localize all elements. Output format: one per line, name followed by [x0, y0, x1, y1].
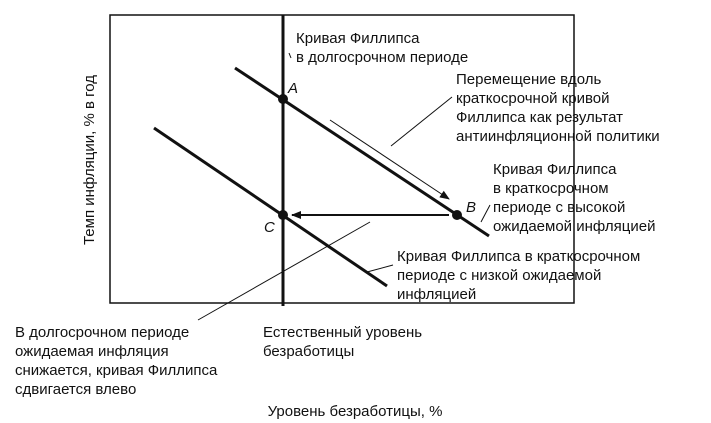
point-c-label: C: [264, 219, 275, 236]
short-run-curve-high-expected: [235, 68, 489, 236]
low-expected-line: инфляцией: [397, 286, 477, 303]
long-run-curve-line: Кривая Филлипса: [296, 30, 420, 47]
y-axis-label: Темп инфляции, % в год: [81, 74, 98, 246]
shift-left-line: сдвигается влево: [15, 381, 137, 398]
x-axis-label: Уровень безработицы, %: [267, 403, 443, 420]
movement-arrow: [330, 120, 449, 199]
movement-line: антиинфляционной политики: [456, 128, 660, 145]
point-c-marker: [278, 210, 288, 220]
long-run-curve-label: [296, 30, 468, 66]
low-expected-leader: [367, 265, 393, 272]
natural-rate-label: [263, 324, 426, 360]
long-run-curve-line: в долгосрочном периоде: [296, 49, 469, 66]
shift-left-label: [15, 324, 222, 398]
high-expected-line: в краткосрочном: [493, 180, 609, 197]
natural-rate-line: безработицы: [263, 343, 355, 360]
shift-left-line: В долгосрочном периоде: [15, 324, 190, 341]
point-b-marker: [452, 210, 462, 220]
point-a-label: A: [288, 80, 299, 97]
movement-line: Перемещение вдоль: [456, 71, 602, 88]
high-expected-line: ожидаемой инфляцией: [493, 218, 656, 235]
high-expected-line: Кривая Филлипса: [493, 161, 617, 178]
movement-line: Филлипса как результат: [456, 109, 623, 126]
short-run-curve-low-expected: [154, 128, 387, 286]
shift-left-line: ожидаемая инфляция: [15, 343, 169, 360]
high-expected-leader: [481, 205, 490, 222]
point-a-marker: [278, 94, 288, 104]
movement-label: [456, 71, 660, 145]
low-expected-line: периоде с низкой ожидаемой: [397, 267, 602, 284]
long-run-leader: [289, 53, 291, 58]
point-b-label: B: [466, 199, 477, 216]
high-expected-line: периоде с высокой: [493, 199, 626, 216]
natural-rate-line: Естественный уровень: [263, 324, 423, 341]
movement-leader: [391, 97, 452, 146]
shift-left-line: снижается, кривая Филлипса: [15, 362, 218, 379]
movement-line: краткосрочной кривой: [456, 90, 610, 107]
low-expected-label: [397, 248, 644, 303]
low-expected-line: Кривая Филлипса в краткосрочном: [397, 248, 641, 265]
